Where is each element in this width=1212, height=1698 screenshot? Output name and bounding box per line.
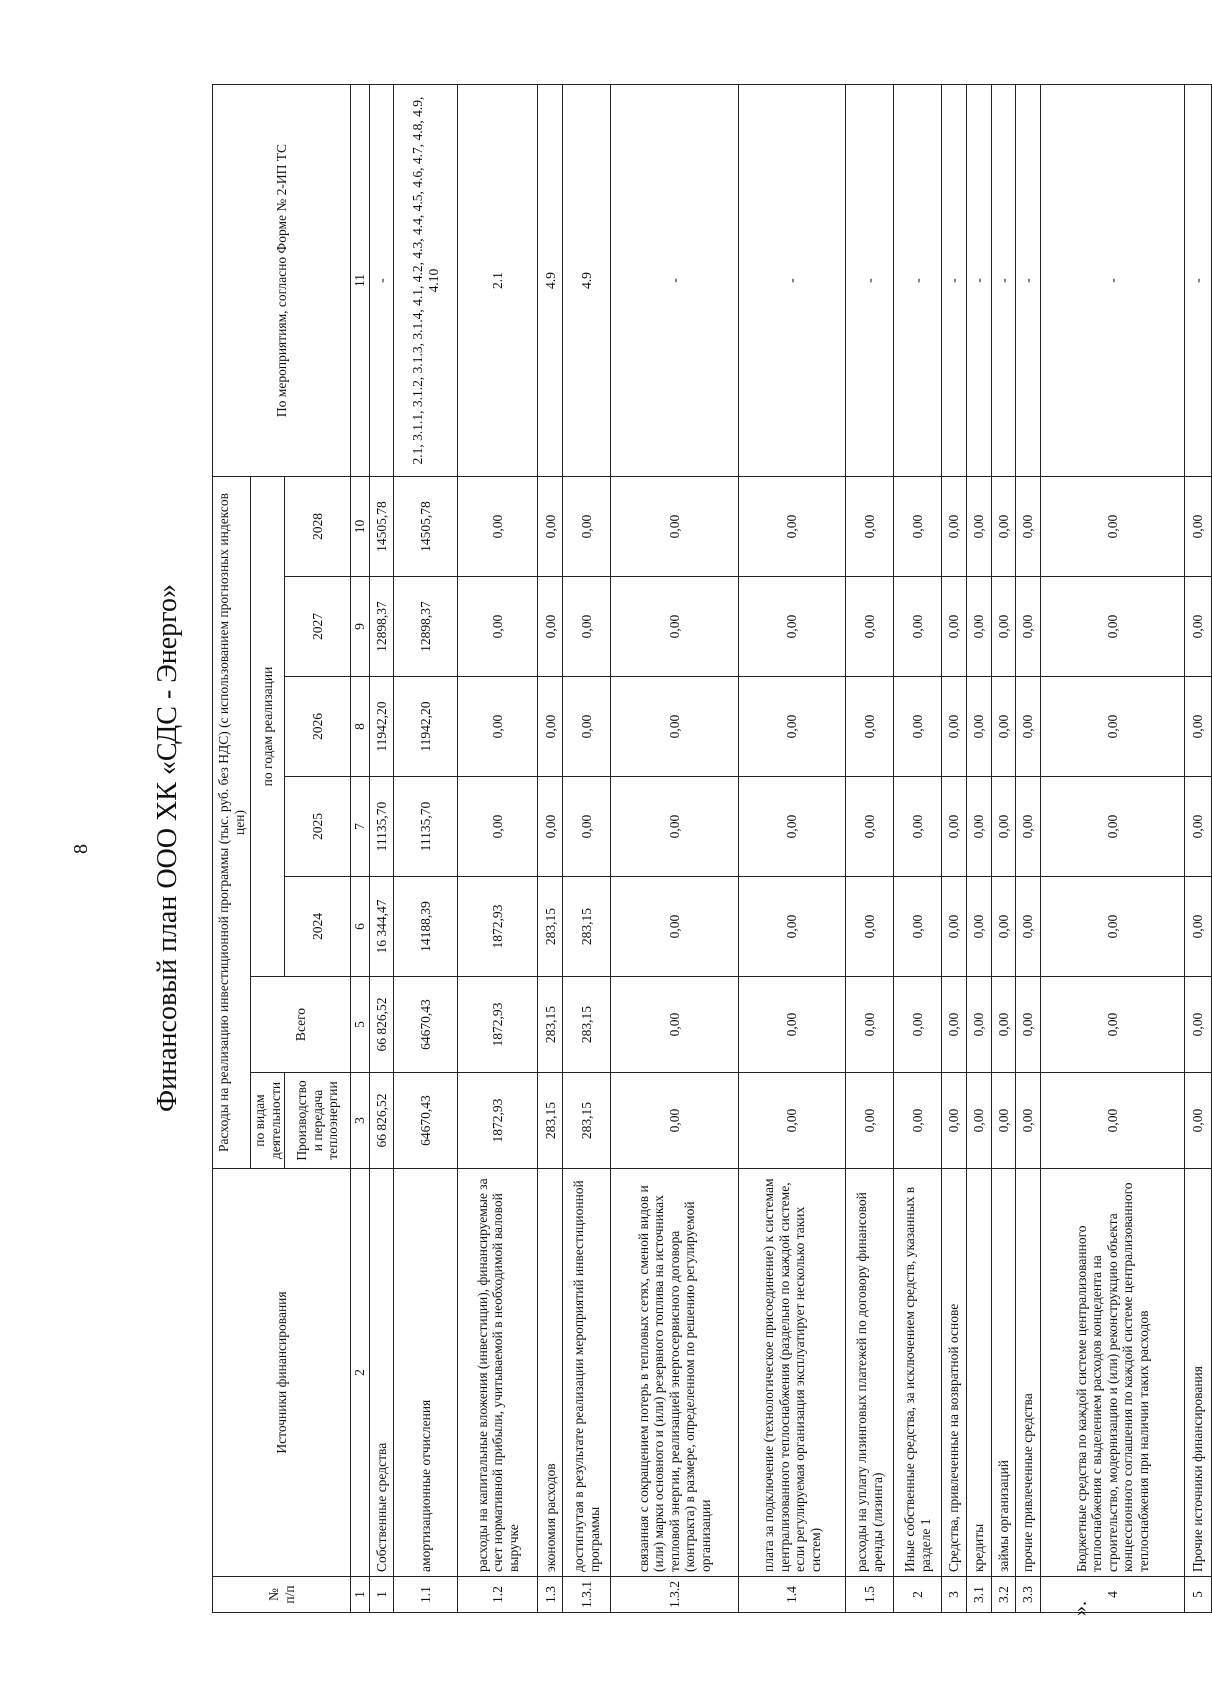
cell-y2024: 0,00 xyxy=(1040,877,1184,977)
cell-prod: 64670,43 xyxy=(394,1073,458,1169)
cell-y2024: 0,00 xyxy=(991,877,1016,977)
cell-y2025: 11135,70 xyxy=(394,777,458,877)
page-number: 8 xyxy=(70,844,92,854)
cell-num: 1.2 xyxy=(458,1577,538,1613)
cell-y2026: 0,00 xyxy=(611,677,739,777)
header-year-2025: 2025 xyxy=(285,777,351,877)
cell-y2027: 0,00 xyxy=(739,577,846,677)
cell-name: амортизационные отчисления xyxy=(394,1169,458,1577)
header-year-2024: 2024 xyxy=(285,877,351,977)
cell-y2028: 0,00 xyxy=(894,477,942,577)
column-number: 9 xyxy=(351,577,370,677)
cell-y2026: 0,00 xyxy=(966,677,991,777)
cell-measures: - xyxy=(846,85,894,477)
header-total: Всего xyxy=(251,977,351,1073)
header-by-activity: по видам деятельности xyxy=(251,1073,285,1169)
header-by-years: по годам реализации xyxy=(251,477,285,977)
cell-num: 1.3.1 xyxy=(563,1577,611,1613)
cell-y2028: 0,00 xyxy=(966,477,991,577)
table-row xyxy=(611,85,739,1613)
cell-y2027: 0,00 xyxy=(458,577,538,677)
table-row xyxy=(538,85,563,1613)
cell-prod: 283,15 xyxy=(538,1073,563,1169)
cell-y2028: 0,00 xyxy=(991,477,1016,577)
cell-y2024: 0,00 xyxy=(942,877,967,977)
cell-y2027: 0,00 xyxy=(538,577,563,677)
table-row xyxy=(563,85,611,1613)
cell-y2028: 0,00 xyxy=(1016,477,1041,577)
cell-prod: 0,00 xyxy=(991,1073,1016,1169)
cell-total: 0,00 xyxy=(1016,977,1041,1073)
cell-y2027: 0,00 xyxy=(1040,577,1184,677)
cell-y2025: 0,00 xyxy=(611,777,739,877)
cell-y2025: 0,00 xyxy=(563,777,611,877)
header-source: Источники финансирования xyxy=(213,1169,351,1577)
table-row xyxy=(1185,85,1212,1613)
cell-y2028: 0,00 xyxy=(1040,477,1184,577)
cell-y2027: 0,00 xyxy=(966,577,991,677)
cell-total: 0,00 xyxy=(1040,977,1184,1073)
cell-name: Бюджетные средства по каждой системе централизованного теплоснабжения с выделением расходов концедента на строительство, модернизацию и (или) реконструкцию объекта концессионного соглашения по каждой системе централизованного теплоснабжения при наличии таких расходов xyxy=(1040,1169,1184,1577)
cell-y2024: 0,00 xyxy=(1016,877,1041,977)
cell-y2027: 0,00 xyxy=(563,577,611,677)
cell-y2027: 12898,37 xyxy=(369,577,394,677)
cell-measures: - xyxy=(369,85,394,477)
cell-y2025: 0,00 xyxy=(966,777,991,877)
cell-name: Иные собственные средства, за исключением средств, указанных в разделе 1 xyxy=(894,1169,942,1577)
cell-y2026: 11942,20 xyxy=(369,677,394,777)
cell-y2024: 283,15 xyxy=(538,877,563,977)
cell-y2028: 0,00 xyxy=(563,477,611,577)
cell-total: 0,00 xyxy=(1185,977,1212,1073)
cell-num: 3.3 xyxy=(1016,1577,1041,1613)
cell-y2026: 0,00 xyxy=(538,677,563,777)
cell-total: 0,00 xyxy=(991,977,1016,1073)
cell-prod: 0,00 xyxy=(942,1073,967,1169)
cell-name: прочие привлеченные средства xyxy=(1016,1169,1041,1577)
cell-y2028: 0,00 xyxy=(1185,477,1212,577)
cell-name: Прочие источники финансирования xyxy=(1185,1169,1212,1577)
cell-y2024: 283,15 xyxy=(563,877,611,977)
table-row xyxy=(966,85,991,1613)
page-title: Финансовый план ООО ХК «СДС - Энерго» xyxy=(152,584,183,1112)
cell-prod: 0,00 xyxy=(611,1073,739,1169)
cell-measures: - xyxy=(1016,85,1041,477)
cell-name: кредиты xyxy=(966,1169,991,1577)
header-num: № п/п xyxy=(213,1577,351,1613)
column-number: 7 xyxy=(351,777,370,877)
cell-y2024: 16 344,47 xyxy=(369,877,394,977)
cell-name: связанная с сокращением потерь в тепловых сетях, сменой видов и (или) марки основного и (или) резервного топлива на источниках тепловой энергии, реализацией энергосервисного договора (контракта) в размере, определенном по решению регулируемой организации xyxy=(611,1169,739,1577)
cell-total: 1872,93 xyxy=(458,977,538,1073)
closing-quote-mark: ». xyxy=(1069,1601,1091,1616)
cell-num: 3.1 xyxy=(966,1577,991,1613)
cell-y2028: 0,00 xyxy=(846,477,894,577)
cell-y2026: 0,00 xyxy=(739,677,846,777)
table-row xyxy=(846,85,894,1613)
cell-y2024: 0,00 xyxy=(846,877,894,977)
financial-plan-table-wrapper xyxy=(212,85,1212,1613)
cell-y2025: 0,00 xyxy=(1040,777,1184,877)
cell-prod: 0,00 xyxy=(1016,1073,1041,1169)
cell-total: 0,00 xyxy=(611,977,739,1073)
cell-y2026: 0,00 xyxy=(1185,677,1212,777)
cell-y2025: 0,00 xyxy=(1016,777,1041,877)
cell-total: 0,00 xyxy=(966,977,991,1073)
table-row xyxy=(739,85,846,1613)
column-number: 1 xyxy=(351,1577,370,1613)
cell-y2028: 14505,78 xyxy=(394,477,458,577)
cell-measures: - xyxy=(739,85,846,477)
cell-measures: - xyxy=(611,85,739,477)
cell-num: 1.3.2 xyxy=(611,1577,739,1613)
cell-y2026: 0,00 xyxy=(1016,677,1041,777)
cell-y2027: 0,00 xyxy=(1185,577,1212,677)
table-row xyxy=(894,85,942,1613)
cell-y2025: 0,00 xyxy=(894,777,942,877)
table-row xyxy=(991,85,1016,1613)
cell-y2028: 0,00 xyxy=(611,477,739,577)
cell-name: займы организаций xyxy=(991,1169,1016,1577)
column-number: 8 xyxy=(351,677,370,777)
cell-name: плата за подключение (технологическое присоединение) к системам централизованного теплоснабжения (раздельно по каждой системе, если регулируемая организация эксплуатирует несколько таких систем) xyxy=(739,1169,846,1577)
column-numbers-row xyxy=(351,85,370,1613)
cell-y2026: 0,00 xyxy=(458,677,538,777)
cell-total: 0,00 xyxy=(739,977,846,1073)
cell-y2028: 0,00 xyxy=(538,477,563,577)
header-year-2028: 2028 xyxy=(285,477,351,577)
cell-y2028: 0,00 xyxy=(942,477,967,577)
column-number: 2 xyxy=(351,1169,370,1577)
cell-measures: - xyxy=(1040,85,1184,477)
cell-y2027: 0,00 xyxy=(1016,577,1041,677)
cell-total: 0,00 xyxy=(846,977,894,1073)
table-row xyxy=(1016,85,1041,1613)
cell-measures: - xyxy=(966,85,991,477)
cell-name: Средства, привлеченные на возвратной основе xyxy=(942,1169,967,1577)
cell-y2024: 0,00 xyxy=(1185,877,1212,977)
cell-name: Собственные средства xyxy=(369,1169,394,1577)
header-expenses: Расходы на реализацию инвестиционной программы (тыс. руб. без НДС) (с использованием прогнозных индексов цен) xyxy=(213,477,251,1169)
cell-y2026: 0,00 xyxy=(846,677,894,777)
cell-num: 1.5 xyxy=(846,1577,894,1613)
cell-y2025: 11135,70 xyxy=(369,777,394,877)
cell-name: достигнутая в результате реализации мероприятий инвестиционной программы xyxy=(563,1169,611,1577)
column-number: 6 xyxy=(351,877,370,977)
cell-y2025: 0,00 xyxy=(1185,777,1212,877)
cell-total: 283,15 xyxy=(538,977,563,1073)
cell-name: экономия расходов xyxy=(538,1169,563,1577)
cell-y2028: 0,00 xyxy=(739,477,846,577)
cell-prod: 1872,93 xyxy=(458,1073,538,1169)
cell-name: расходы на капитальные вложения (инвестиции), финансируемые за счет нормативной прибыли, учитываемой в необходимой валовой выручке xyxy=(458,1169,538,1577)
header-year-2026: 2026 xyxy=(285,677,351,777)
cell-measures: 2.1 xyxy=(458,85,538,477)
cell-y2024: 0,00 xyxy=(739,877,846,977)
cell-num: 3 xyxy=(942,1577,967,1613)
cell-num: 1 xyxy=(369,1577,394,1613)
cell-num: 4 xyxy=(1040,1577,1184,1613)
cell-y2028: 14505,78 xyxy=(369,477,394,577)
column-number: 3 xyxy=(351,1073,370,1169)
cell-num: 1.1 xyxy=(394,1577,458,1613)
cell-y2027: 0,00 xyxy=(846,577,894,677)
column-number: 11 xyxy=(351,85,370,477)
column-number: 5 xyxy=(351,977,370,1073)
cell-num: 1.3 xyxy=(538,1577,563,1613)
cell-y2027: 12898,37 xyxy=(394,577,458,677)
cell-y2024: 0,00 xyxy=(611,877,739,977)
cell-y2026: 0,00 xyxy=(563,677,611,777)
cell-total: 64670,43 xyxy=(394,977,458,1073)
cell-num: 2 xyxy=(894,1577,942,1613)
cell-measures: 2.1, 3.1.1, 3.1.2, 3.1.3, 3.1.4, 4.1, 4.2, 4.3, 4.4, 4.5, 4.6, 4.7, 4.8, 4.9, 4.10 xyxy=(394,85,458,477)
cell-y2024: 0,00 xyxy=(894,877,942,977)
cell-y2027: 0,00 xyxy=(611,577,739,677)
column-number: 10 xyxy=(351,477,370,577)
header-year-2027: 2027 xyxy=(285,577,351,677)
cell-y2024: 1872,93 xyxy=(458,877,538,977)
cell-y2027: 0,00 xyxy=(942,577,967,677)
cell-y2024: 0,00 xyxy=(966,877,991,977)
cell-y2026: 0,00 xyxy=(942,677,967,777)
cell-name: расходы на уплату лизинговых платежей по договору финансовой аренды (лизинга) xyxy=(846,1169,894,1577)
cell-y2025: 0,00 xyxy=(458,777,538,877)
cell-prod: 0,00 xyxy=(739,1073,846,1169)
table-row xyxy=(369,85,394,1613)
cell-y2027: 0,00 xyxy=(991,577,1016,677)
cell-y2026: 0,00 xyxy=(1040,677,1184,777)
cell-y2025: 0,00 xyxy=(538,777,563,877)
table-body xyxy=(369,85,1211,1613)
cell-y2025: 0,00 xyxy=(739,777,846,877)
cell-total: 0,00 xyxy=(894,977,942,1073)
cell-measures: - xyxy=(894,85,942,477)
cell-y2026: 0,00 xyxy=(991,677,1016,777)
cell-y2024: 14188,39 xyxy=(394,877,458,977)
cell-prod: 0,00 xyxy=(966,1073,991,1169)
cell-y2025: 0,00 xyxy=(846,777,894,877)
header-production: Производство и передача теплоэнергии xyxy=(285,1073,351,1169)
cell-measures: 4.9 xyxy=(538,85,563,477)
financial-plan-table xyxy=(212,84,1212,1613)
cell-prod: 0,00 xyxy=(894,1073,942,1169)
cell-num: 5 xyxy=(1185,1577,1212,1613)
cell-y2026: 11942,20 xyxy=(394,677,458,777)
table-row xyxy=(1040,85,1184,1613)
cell-total: 283,15 xyxy=(563,977,611,1073)
cell-prod: 0,00 xyxy=(846,1073,894,1169)
cell-prod: 283,15 xyxy=(563,1073,611,1169)
cell-num: 3.2 xyxy=(991,1577,1016,1613)
cell-y2027: 0,00 xyxy=(894,577,942,677)
cell-measures: - xyxy=(1185,85,1212,477)
cell-total: 0,00 xyxy=(942,977,967,1073)
header-measures: По мероприятиям, согласно Форме № 2-ИП ТС xyxy=(213,85,351,477)
cell-total: 66 826,52 xyxy=(369,977,394,1073)
cell-y2025: 0,00 xyxy=(991,777,1016,877)
cell-measures: - xyxy=(991,85,1016,477)
cell-y2026: 0,00 xyxy=(894,677,942,777)
cell-y2028: 0,00 xyxy=(458,477,538,577)
cell-prod: 0,00 xyxy=(1040,1073,1184,1169)
cell-num: 1.4 xyxy=(739,1577,846,1613)
cell-prod: 66 826,52 xyxy=(369,1073,394,1169)
table-row xyxy=(942,85,967,1613)
table-row xyxy=(458,85,538,1613)
cell-measures: 4.9 xyxy=(563,85,611,477)
cell-measures: - xyxy=(942,85,967,477)
table-row xyxy=(394,85,458,1613)
cell-y2025: 0,00 xyxy=(942,777,967,877)
cell-prod: 0,00 xyxy=(1185,1073,1212,1169)
